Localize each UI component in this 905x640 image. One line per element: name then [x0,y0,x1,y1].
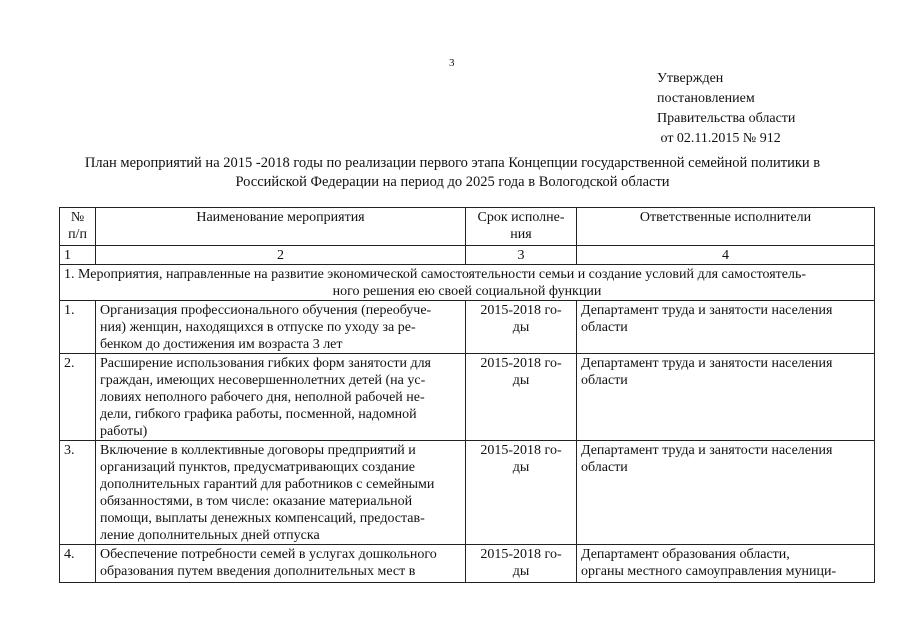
row-num: 1. [60,301,96,354]
row-name-line: ния) женщин, находящихся в отпуске по уходу за ре- [100,320,416,335]
row-term-line: ды [512,320,530,335]
column-number: 2 [96,246,466,265]
row-name-line: Организация профессионального обучения (переобуче- [100,303,432,318]
row-responsible-line: Департамент труда и занятости населения [581,356,833,371]
row-responsible-line: области [581,460,628,475]
plan-table [59,207,875,583]
header-num [60,208,96,246]
row-name-line: граждан, имеющих несовершеннолетних детей (на ус- [100,373,426,388]
row-name-line: организаций пунктов, предусматривающих создание [100,460,415,475]
row-name [96,545,466,583]
header-term-line: Срок исполне- [477,210,565,225]
column-number: 3 [466,246,577,265]
section-row [60,265,875,301]
row-responsible-line: области [581,320,628,335]
table-header-row [60,208,875,246]
approval-line: постановлением [657,91,755,106]
row-responsible-line: Департамент труда и занятости населения [581,443,833,458]
header-num-line: п/п [68,227,87,242]
table-row [60,301,875,354]
row-name-line: образования путем введения дополнительных мест в [100,564,416,579]
row-name [96,441,466,545]
document-title [40,154,865,192]
section-heading-line: 1. Мероприятия, направленные на развитие экономической самостоятельности семьи и создание условий для самостоятель- [64,267,807,282]
row-term-line: ды [512,564,530,579]
section-heading [60,265,875,301]
row-responsible [577,545,875,583]
approval-line: Правительства области [657,111,796,126]
header-num-line: № [70,210,85,225]
section-heading-line: ного решения ею своей социальной функции [332,284,602,299]
row-responsible-line: Департамент труда и занятости населения [581,303,833,318]
row-num: 2. [60,354,96,441]
row-name-line: ловиях неполного рабочего дня, неполной рабочей не- [100,390,425,405]
row-name-line: работы) [100,424,148,439]
row-term-line: 2015-2018 го- [480,443,562,458]
title-line: Российской Федерации на период до 2025 года в Вологодской области [235,174,670,190]
row-term [466,301,577,354]
header-name: Наименование мероприятия [96,208,466,246]
row-name-line: бенком до достижения им возраста 3 лет [100,337,343,352]
row-num: 4. [60,545,96,583]
row-term [466,545,577,583]
column-number-row [60,246,875,265]
row-term [466,354,577,441]
row-responsible-line: области [581,373,628,388]
row-responsible [577,301,875,354]
row-name-line: Включение в коллективные договоры предприятий и [100,443,416,458]
row-responsible [577,441,875,545]
row-name-line: дели, гибкого графика работы, посменной, надомной [100,407,417,422]
row-name-line: дополнительных гарантий для работников с семейными [100,477,435,492]
row-term-line: 2015-2018 го- [480,356,562,371]
page-number: 3 [449,57,455,69]
header-term [466,208,577,246]
column-number: 4 [577,246,875,265]
row-name-line: Обеспечение потребности семей в услугах дошкольного [100,547,437,562]
row-term-line: 2015-2018 го- [480,547,562,562]
row-responsible-line: органы местного самоуправления муници- [581,564,837,579]
row-responsible [577,354,875,441]
row-responsible-line: Департамент образования области, [581,547,790,562]
table-row [60,545,875,583]
row-num: 3. [60,441,96,545]
table-row [60,354,875,441]
title-line: План мероприятий на 2015 -2018 годы по реализации первого этапа Концепции государственной семейной политики в [84,155,821,171]
row-name-line: ление дополнительных дней отпуска [100,528,320,543]
header-term-line: ния [510,227,532,242]
row-term-line: 2015-2018 го- [480,303,562,318]
approval-line: Утвержден [657,71,724,86]
table-row [60,441,875,545]
row-name-line: помощи, выплаты денежных компенсаций, предостав- [100,511,425,526]
row-name-line: обязанностями, в том числе: оказание материальной [100,494,413,509]
row-term [466,441,577,545]
column-number: 1 [60,246,96,265]
row-term-line: ды [512,460,530,475]
row-name-line: Расширение использования гибких форм занятости для [100,356,431,371]
row-name [96,354,466,441]
approval-line: от 02.11.2015 № 912 [657,131,781,146]
row-name [96,301,466,354]
approval-stamp [657,69,795,149]
header-responsible: Ответственные исполнители [577,208,875,246]
row-term-line: ды [512,373,530,388]
